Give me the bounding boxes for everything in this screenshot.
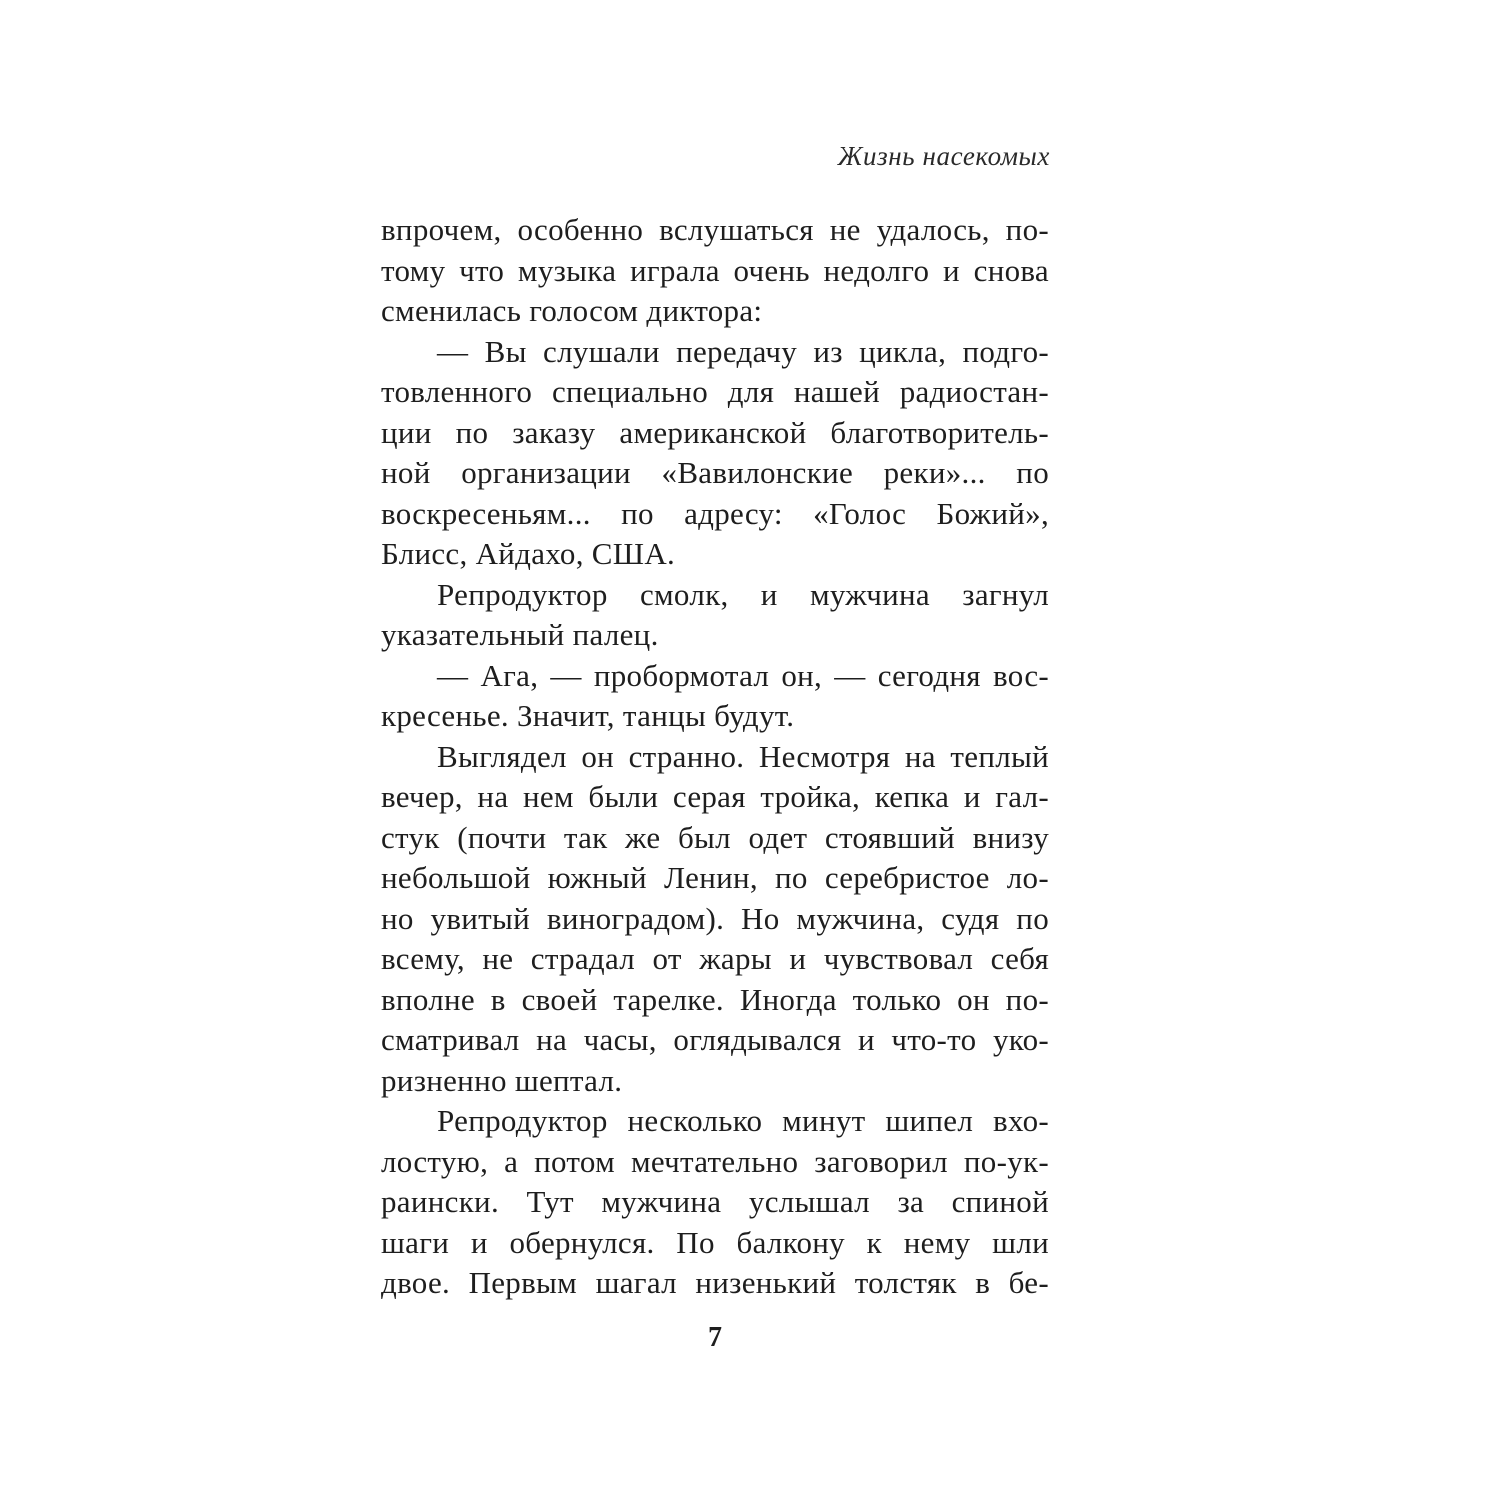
body-text — [381, 210, 1049, 1304]
text-line: лостую, а потом мечтательно заговорил по-ук- — [381, 1143, 1049, 1179]
text-line: тому что музыка играла очень недолго и снова — [381, 252, 1049, 288]
text-line: ной организации «Вавилонские реки»... по — [381, 455, 1049, 490]
running-head: Жизнь насекомых — [837, 141, 1050, 171]
text-line: шаги и обернулся. По балкону к нему шли — [381, 1224, 1049, 1260]
text-line: товленного специально для нашей радиостан- — [381, 374, 1049, 409]
text-line: всему, не страдал от жары и чувствовал себя — [381, 941, 1049, 976]
text-line: небольшой южный Ленин, по серебристое ло- — [381, 860, 1049, 895]
text-line: сменилась голосом диктора: — [381, 293, 763, 328]
text-line: — Вы слушали передачу из цикла, подго- — [437, 333, 1049, 369]
text-line: раински. Тут мужчина услышал за спиной — [381, 1184, 1049, 1219]
text-line: Блисс, Айдахо, США. — [381, 536, 676, 571]
text-line: Репродуктор несколько минут шипел вхо- — [437, 1103, 1049, 1138]
text-line: двое. Первым шагал низенький толстяк в бе- — [381, 1265, 1049, 1300]
text-line: сматривал на часы, оглядывался и что-то уко- — [381, 1022, 1049, 1057]
text-line: указательный палец. — [381, 617, 659, 652]
text-line: Выглядел он странно. Несмотря на теплый — [437, 738, 1049, 774]
text-line: вполне в своей тарелке. Иногда только он по- — [381, 981, 1049, 1017]
text-line: ции по заказу американской благотворитель- — [381, 414, 1049, 450]
text-line: но увитый виноградом). Но мужчина, судя по — [381, 900, 1049, 936]
text-line: Репродуктор смолк, и мужчина загнул — [437, 576, 1049, 612]
text-line: впрочем, особенно вслушаться не удалось, по- — [381, 212, 1049, 247]
text-line: вечер, на нем были серая тройка, кепка и гал- — [381, 779, 1049, 814]
text-line: — Ага, — пробормотал он, — сегодня вос- — [437, 657, 1049, 693]
text-line: ризненно шептал. — [381, 1062, 623, 1098]
text-line: кресенье. Значит, танцы будут. — [381, 698, 795, 733]
page-number: 7 — [708, 1322, 722, 1353]
text-line: воскресеньям... по адресу: «Голос Божий», — [381, 495, 1049, 531]
text-line: стук (почти так же был одет стоявший внизу — [381, 819, 1049, 855]
